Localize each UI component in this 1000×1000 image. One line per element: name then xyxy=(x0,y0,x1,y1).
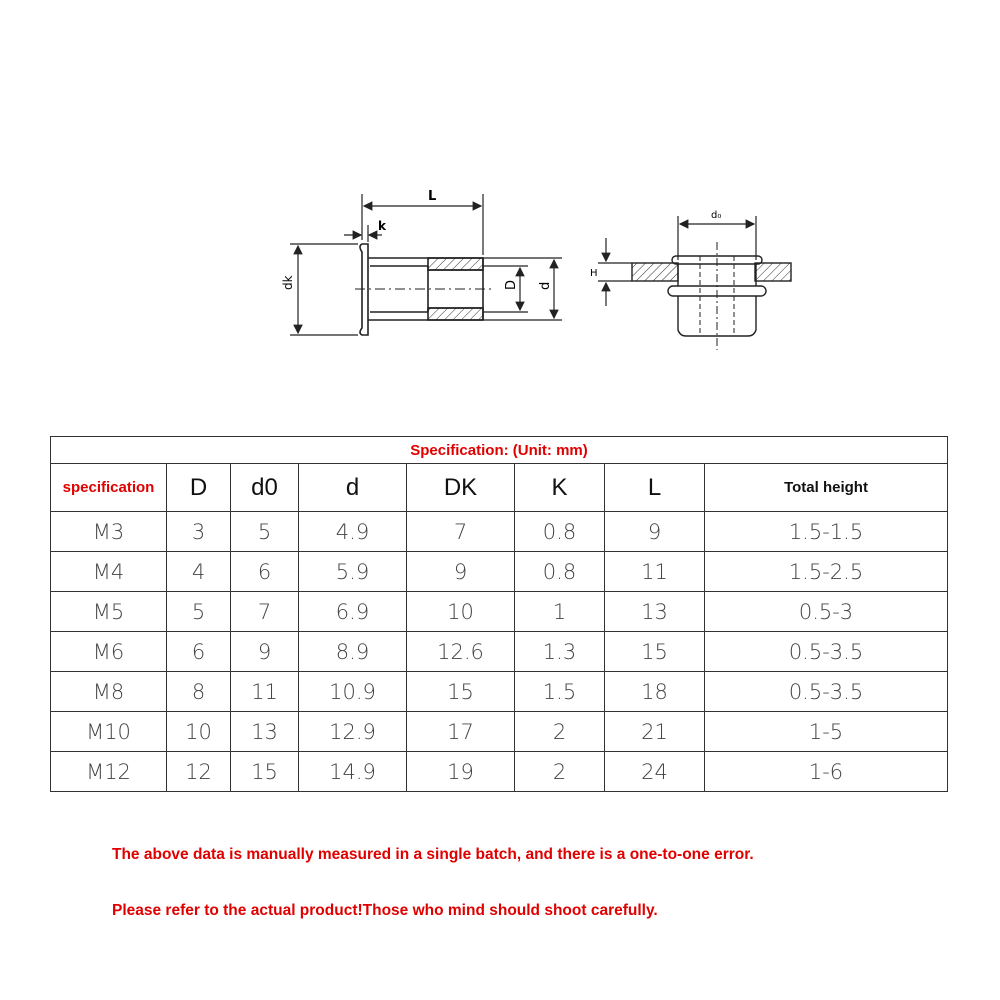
header-d0: d0 xyxy=(231,464,299,512)
header-total-height: Total height xyxy=(705,464,948,512)
table-cell: M12 xyxy=(51,752,167,792)
header-L: L xyxy=(605,464,705,512)
table-cell: 9 xyxy=(231,632,299,672)
table-cell: M4 xyxy=(51,552,167,592)
table-cell: 0.8 xyxy=(515,512,605,552)
table-cell: 6 xyxy=(231,552,299,592)
table-cell: 3 xyxy=(167,512,231,552)
table-cell: 1-5 xyxy=(705,712,948,752)
dimensions xyxy=(290,194,562,335)
table-cell: 11 xyxy=(231,672,299,712)
table-cell: M10 xyxy=(51,712,167,752)
table-cell: 1 xyxy=(515,592,605,632)
table-cell: 6.9 xyxy=(299,592,407,632)
label-H: H xyxy=(590,268,598,279)
installed-view xyxy=(632,242,791,350)
table-cell: 4 xyxy=(167,552,231,592)
table-cell: 8 xyxy=(167,672,231,712)
table-cell: 6 xyxy=(167,632,231,672)
rivet-nut-diagram xyxy=(270,180,810,360)
table-cell: 15 xyxy=(407,672,515,712)
label-L: L xyxy=(428,189,437,204)
table-cell: 17 xyxy=(407,712,515,752)
table-cell: 11 xyxy=(605,552,705,592)
table-cell: M3 xyxy=(51,512,167,552)
table-cell: 2 xyxy=(515,712,605,752)
table-cell: 1.5 xyxy=(515,672,605,712)
table-row xyxy=(51,712,948,752)
table-cell: 15 xyxy=(605,632,705,672)
table-row xyxy=(51,512,948,552)
table-cell: 0.8 xyxy=(515,552,605,592)
label-d0: d₀ xyxy=(711,210,722,221)
table-cell: 24 xyxy=(605,752,705,792)
table-cell: 1.5-1.5 xyxy=(705,512,948,552)
table-row xyxy=(51,592,948,632)
table-cell: M5 xyxy=(51,592,167,632)
table-cell: M6 xyxy=(51,632,167,672)
specification-table xyxy=(50,436,948,792)
side-view xyxy=(355,244,495,335)
header-specification: specification xyxy=(51,464,167,512)
header-D: D xyxy=(167,464,231,512)
table-row xyxy=(51,632,948,672)
table-cell: 10 xyxy=(167,712,231,752)
table-cell: 13 xyxy=(231,712,299,752)
table-cell: 2 xyxy=(515,752,605,792)
note-measurement-error: The above data is manually measured in a single batch, and there is a one-to-one error. xyxy=(112,846,754,863)
table-cell: 0.5-3.5 xyxy=(705,672,948,712)
table-cell: 9 xyxy=(605,512,705,552)
note-refer-product: Please refer to the actual product!Those who mind should shoot carefully. xyxy=(112,902,658,919)
table-cell: 7 xyxy=(407,512,515,552)
label-dk: dk xyxy=(281,275,295,290)
table-cell: 8.9 xyxy=(299,632,407,672)
table-row xyxy=(51,752,948,792)
table-cell: 9 xyxy=(407,552,515,592)
header-DK: DK xyxy=(407,464,515,512)
table-cell: 0.5-3.5 xyxy=(705,632,948,672)
table-cell: 12 xyxy=(167,752,231,792)
table-cell: 13 xyxy=(605,592,705,632)
table-cell: 0.5-3 xyxy=(705,592,948,632)
label-d: d xyxy=(538,281,553,290)
table-row xyxy=(51,552,948,592)
table-cell: 10 xyxy=(407,592,515,632)
label-k: k xyxy=(378,219,386,233)
table-cell: 4.9 xyxy=(299,512,407,552)
table-title: Specification: (Unit: mm) xyxy=(51,437,948,464)
table-cell: 1.3 xyxy=(515,632,605,672)
table-cell: 7 xyxy=(231,592,299,632)
label-D: D xyxy=(504,279,519,290)
header-d: d xyxy=(299,464,407,512)
table-cell: 10.9 xyxy=(299,672,407,712)
table-cell: 19 xyxy=(407,752,515,792)
table-cell: M8 xyxy=(51,672,167,712)
table-cell: 12.9 xyxy=(299,712,407,752)
installed-dimensions xyxy=(598,216,756,306)
table-cell: 12.6 xyxy=(407,632,515,672)
table-cell: 5 xyxy=(167,592,231,632)
header-K: K xyxy=(515,464,605,512)
table-header-row xyxy=(51,464,948,512)
table-cell: 1-6 xyxy=(705,752,948,792)
table-cell: 5 xyxy=(231,512,299,552)
table-cell: 18 xyxy=(605,672,705,712)
table-cell: 5.9 xyxy=(299,552,407,592)
table-cell: 15 xyxy=(231,752,299,792)
table-cell: 14.9 xyxy=(299,752,407,792)
table-cell: 21 xyxy=(605,712,705,752)
table-row xyxy=(51,672,948,712)
table-cell: 1.5-2.5 xyxy=(705,552,948,592)
